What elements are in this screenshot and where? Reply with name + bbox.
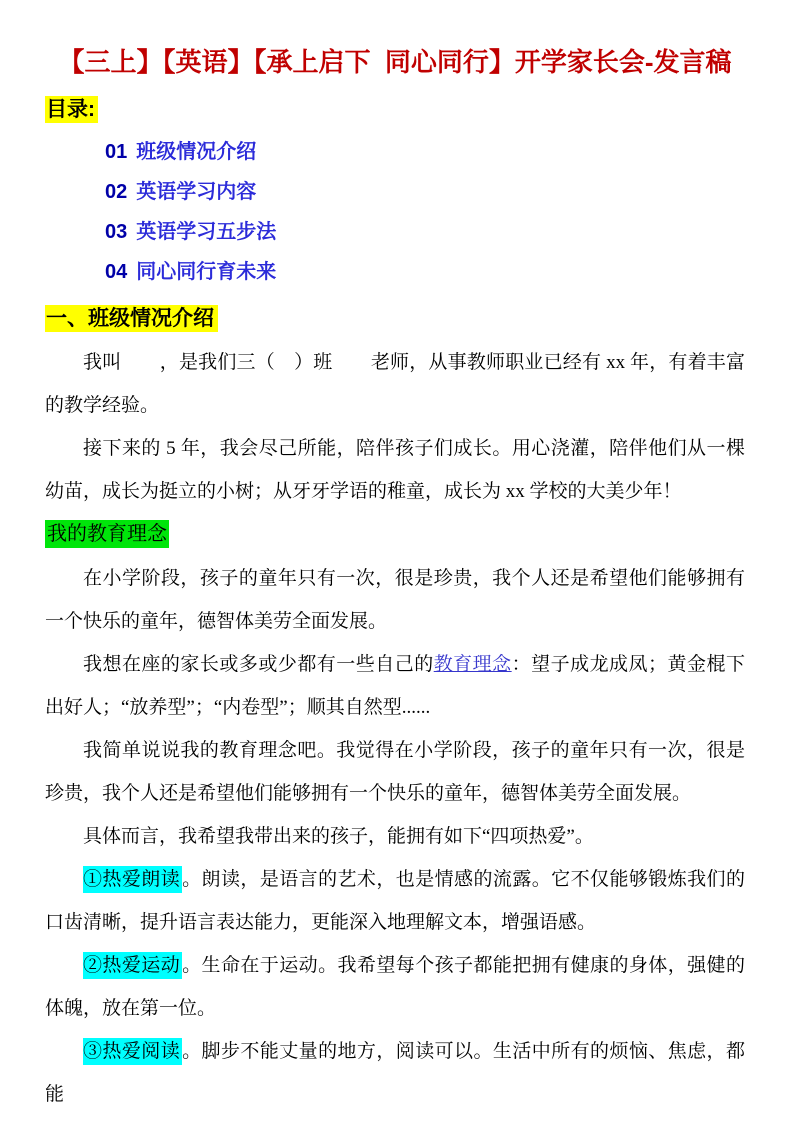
love-tag-reading-aloud: ①热爱朗读 <box>83 866 182 893</box>
toc-item-number: 03 <box>105 221 128 243</box>
paragraph-four-loves-intro: 具体而言，我希望我带出来的孩子，能拥有如下“四项热爱”。 <box>83 826 594 847</box>
toc-item-label: 英语学习内容 <box>136 181 257 203</box>
paragraph-love-reading-aloud <box>45 858 745 944</box>
toc-item-label: 同心同行育未来 <box>136 261 277 283</box>
toc-item-label: 英语学习五步法 <box>136 221 277 243</box>
paragraph-love-sports <box>45 944 745 1030</box>
toc-heading-row <box>45 94 745 128</box>
table-of-contents <box>45 132 745 292</box>
subheading-education-philosophy: 我的教育理念 <box>45 520 169 548</box>
paragraph-parent-philosophies <box>45 643 745 729</box>
toc-item-future-together[interactable] <box>105 252 745 292</box>
toc-item-five-step-method[interactable] <box>105 212 745 252</box>
paragraph-text-after-link: ：望子成龙成凤；黄金棍下出好人；“放养型”；“内卷型”；顺其自然型...... <box>45 654 745 718</box>
document-title: 【三上】【英语】【承上启下 同心同行】开学家长会-发言稿 <box>58 47 732 77</box>
love-text-reading-aloud: 。朗读，是语言的艺术，也是情感的流露。它不仅能够锻炼我们的口齿清晰，提升语言表达能力，更能深入地理解文本，增强语感。 <box>45 869 745 933</box>
toc-item-number: 02 <box>105 181 128 203</box>
paragraph-teacher-intro: 我叫 ，是我们三（ ）班 老师，从事教师职业已经有 xx 年，有着丰富的教学经验。 <box>45 352 745 416</box>
section-heading-class-overview: 一、班级情况介绍 <box>45 305 218 332</box>
toc-item-class-overview[interactable] <box>105 132 745 172</box>
education-concept-link[interactable]: 教育理念 <box>433 654 512 675</box>
paragraph-childhood-precious: 在小学阶段，孩子的童年只有一次，很是珍贵，我个人还是希望他们能够拥有一个快乐的童年，德智体美劳全面发展。 <box>45 568 745 632</box>
toc-item-number: 04 <box>105 261 128 283</box>
toc-heading: 目录: <box>45 96 98 123</box>
paragraph-text-before-link: 我想在座的家长或多或少都有一些自己的 <box>83 654 434 675</box>
love-text-reading: 。脚步不能丈量的地方，阅读可以。生活中所有的烦恼、焦虑，都能 <box>45 1041 745 1105</box>
toc-item-number: 01 <box>105 141 128 163</box>
paragraph-love-reading <box>45 1030 745 1116</box>
toc-item-english-content[interactable] <box>105 172 745 212</box>
love-tag-sports: ②热爱运动 <box>83 952 182 979</box>
love-text-sports: 。生命在于运动。我希望每个孩子都能把拥有健康的身体，强健的体魄，放在第一位。 <box>45 955 745 1019</box>
section-heading-row <box>45 302 745 337</box>
paragraph-my-philosophy: 我简单说说我的教育理念吧。我觉得在小学阶段，孩子的童年只有一次，很是珍贵，我个人还是希望他们能够拥有一个快乐的童年，德智体美劳全面发展。 <box>45 740 745 804</box>
love-tag-reading: ③热爱阅读 <box>83 1038 182 1065</box>
philosophy-subheading-row <box>45 513 745 557</box>
toc-item-label: 班级情况介绍 <box>136 141 257 163</box>
paragraph-five-years: 接下来的 5 年，我会尽己所能，陪伴孩子们成长。用心浇灌，陪伴他们从一棵幼苗，成长为挺立的小树；从牙牙学语的稚童，成长为 xx 学校的大美少年！ <box>45 438 745 502</box>
